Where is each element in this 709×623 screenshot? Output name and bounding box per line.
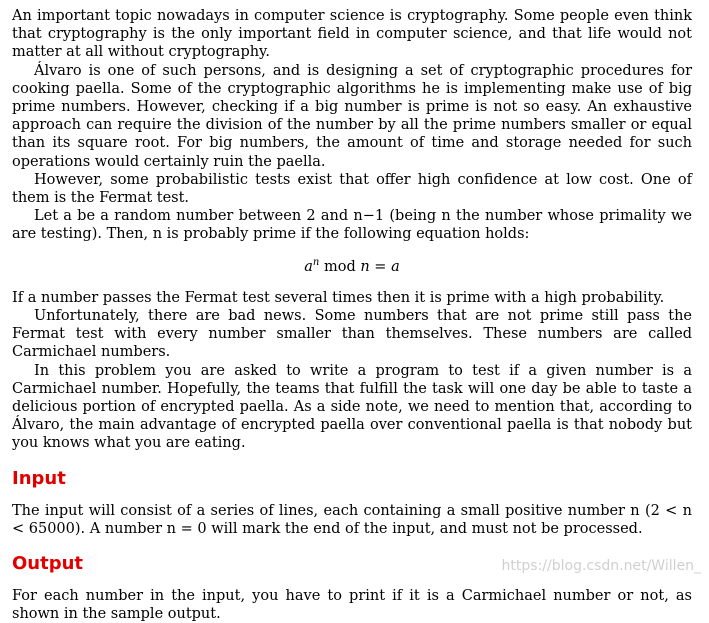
alvaro-paragraph: Álvaro is one of such persons, and is designing a set of cryptographic procedures for cooking paella. Some of the cryptographic algorithms he is implementing make use of big prime numbers. However, checking if a big number is prime is not so easy. An exhaustive approach can require the division of the number by all the prime numbers smaller or equal than its square root. For big numbers, the amount of time and storage needed for such operations would certainly ruin the paella. <box>12 62 692 170</box>
equation-equals: = <box>369 258 392 275</box>
watermark-url: https://blog.csdn.net/Willen_ <box>501 558 701 574</box>
probabilistic-paragraph: However, some probabilistic tests exist that offer high confidence at low cost. One of them is the Fermat test. <box>12 171 692 207</box>
equation-modulus: n <box>360 258 370 275</box>
task-paragraph: In this problem you are asked to write a program to test if a given number is a Carmichael number. Hopefully, the teams that fulfill the task will one day be able to taste a delicious portion of encrypted paella. As a side note, we need to mention that, according to Álvaro, the main advantage of encrypted paella over conventional paella is that nobody but you knows what you are eating. <box>12 362 692 452</box>
input-heading: Input <box>12 467 66 489</box>
equation-operator: mod <box>319 258 361 275</box>
equation-exponent: n <box>312 256 320 268</box>
fermat-equation <box>12 258 692 276</box>
output-description: For each number in the input, you have to print if it is a Carmichael number or not, as shown in the sample output. <box>12 588 692 623</box>
intro-paragraph: An important topic nowadays in computer science is cryptography. Some people even think that cryptography is the only important field in computer science, and that life would not matter at all without cryptography. <box>12 8 692 61</box>
output-heading: Output <box>12 553 84 575</box>
input-description: The input will consist of a series of lines, each containing a small positive number n (2 < n < 65000). A number n = 0 will mark the end of the input, and must not be processed. <box>12 502 692 537</box>
fermat-pass-paragraph: If a number passes the Fermat test several times then it is prime with a high probability. <box>12 289 665 306</box>
equation-base: a <box>304 258 313 275</box>
fermat-definition-paragraph: Let a be a random number between 2 and n−1 (being n the number whose primality we are testing). Then, n is probably prime if the following equation holds: <box>12 208 692 243</box>
problem-statement <box>12 7 692 623</box>
carmichael-paragraph: Unfortunately, there are bad news. Some numbers that are not prime still pass the Fermat test with every number smaller than themselves. These numbers are called Carmichael numbers. <box>12 308 692 361</box>
equation-rhs: a <box>391 258 400 275</box>
